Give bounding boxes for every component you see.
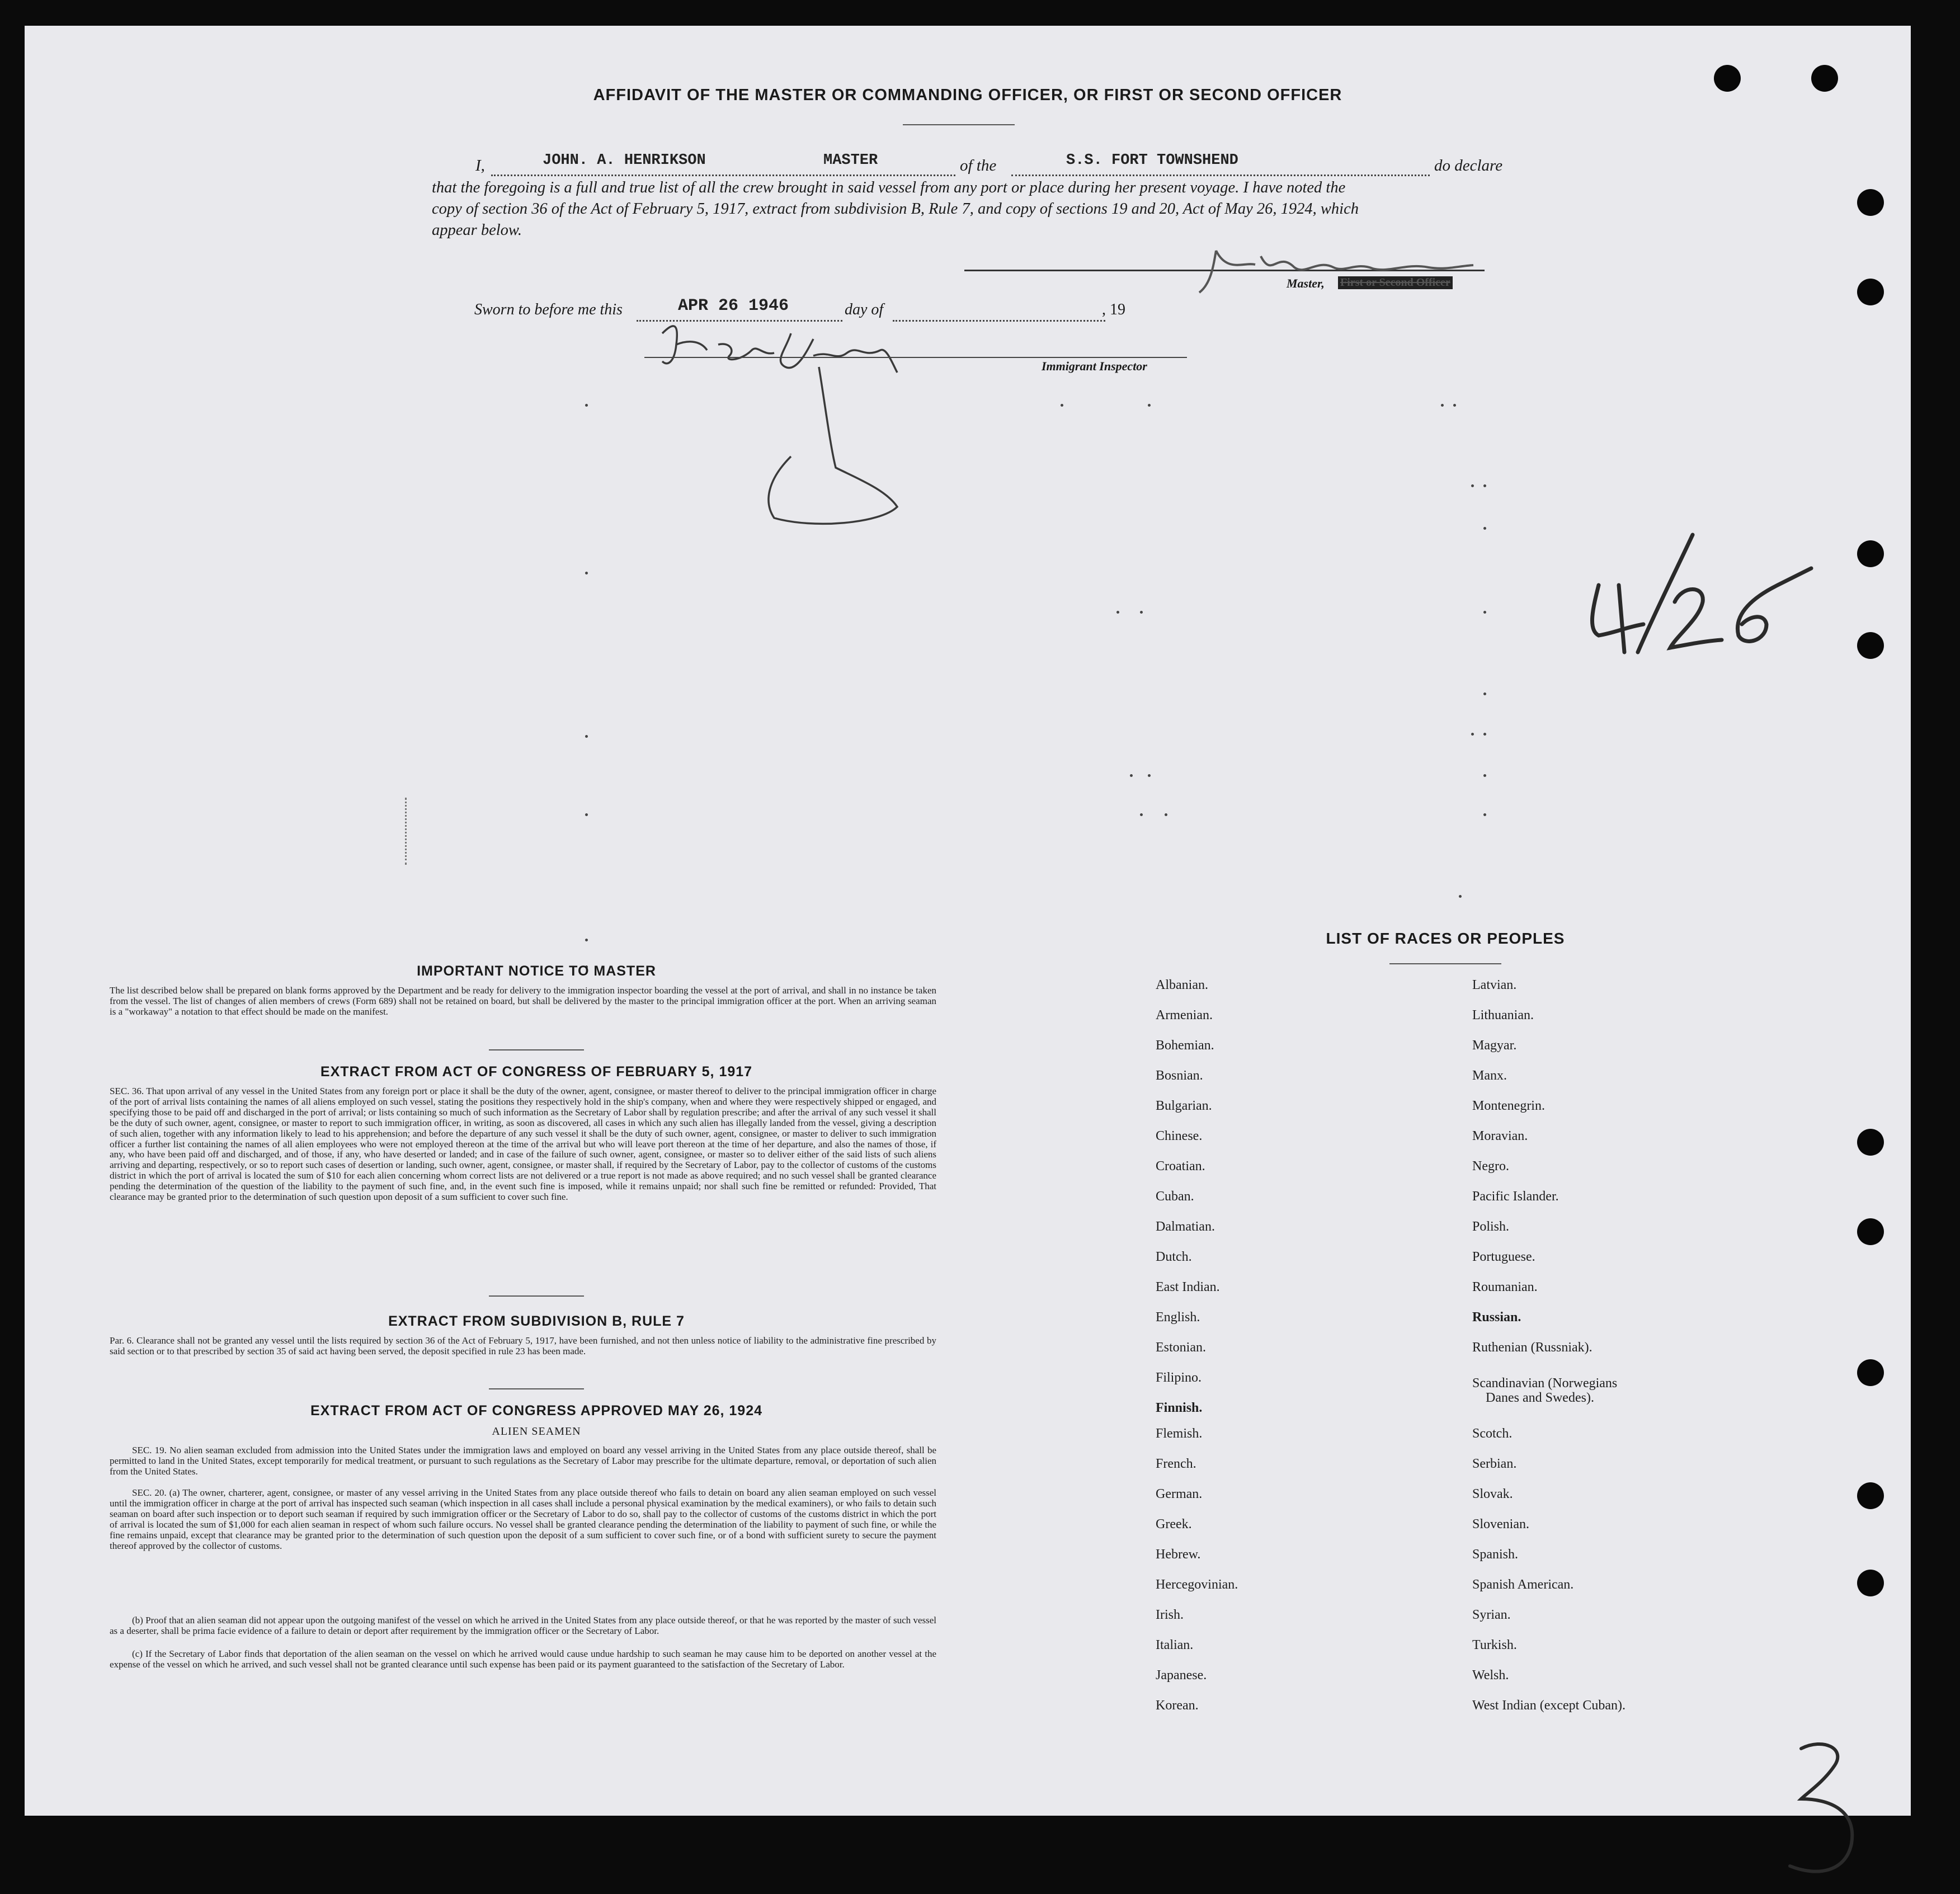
document-page bbox=[25, 26, 1911, 1816]
handwritten-date-note bbox=[1565, 501, 1822, 669]
race-item: Slovak. bbox=[1472, 1487, 1513, 1501]
faint-dot bbox=[1441, 404, 1444, 407]
title-rule bbox=[903, 124, 1015, 125]
race-item: Lithuanian. bbox=[1472, 1008, 1534, 1023]
race-item: Korean. bbox=[1156, 1698, 1199, 1713]
handwritten-page-number bbox=[1768, 1732, 1896, 1894]
section-rule bbox=[489, 1295, 584, 1297]
punch-hole bbox=[1811, 65, 1838, 92]
section-rule bbox=[489, 1049, 584, 1050]
faint-dot bbox=[585, 572, 588, 574]
faint-dot bbox=[1483, 813, 1486, 816]
extract-1917-title: EXTRACT FROM ACT OF CONGRESS OF FEBRUARY 5, 1917 bbox=[320, 1064, 753, 1080]
faint-dot bbox=[1116, 611, 1119, 614]
rule-7-title: EXTRACT FROM SUBDIVISION B, RULE 7 bbox=[388, 1313, 685, 1329]
race-item: Dalmatian. bbox=[1156, 1219, 1215, 1234]
race-item: Turkish. bbox=[1472, 1638, 1517, 1652]
sworn-label: Sworn to before me this bbox=[474, 301, 623, 318]
race-item: Hebrew. bbox=[1156, 1547, 1201, 1562]
race-item: Montenegrin. bbox=[1472, 1099, 1545, 1113]
faint-dot bbox=[585, 404, 588, 407]
race-item: Scotch. bbox=[1472, 1426, 1513, 1441]
inspector-fill-line bbox=[644, 356, 1187, 358]
declaration-line-2: that the foregoing is a full and true list of all the crew brought in said vessel from any port or place during her present voyage. I have noted the bbox=[432, 179, 1346, 196]
faint-dot bbox=[1130, 774, 1133, 777]
date-note-text: 4/26 bbox=[1565, 501, 1566, 502]
race-item: Japanese. bbox=[1156, 1668, 1207, 1683]
race-item: Portuguese. bbox=[1472, 1250, 1535, 1264]
master-rank: MASTER bbox=[823, 152, 878, 169]
faint-dot bbox=[1471, 484, 1474, 487]
faint-dot bbox=[1483, 611, 1486, 614]
faint-dot bbox=[585, 813, 588, 816]
punch-hole bbox=[1857, 1218, 1884, 1245]
notice-title: IMPORTANT NOTICE TO MASTER bbox=[417, 963, 656, 979]
race-item: Estonian. bbox=[1156, 1340, 1206, 1355]
race-item: Albanian. bbox=[1156, 978, 1208, 992]
race-item: Chinese. bbox=[1156, 1129, 1203, 1143]
year-label: , 19 bbox=[1102, 301, 1125, 318]
race-item: Roumanian. bbox=[1472, 1280, 1538, 1294]
sec-20c-text: (c) If the Secretary of Labor finds that deportation of the alien seaman on the vessel on which he arrived would cause undue hardship to such seaman he may cause him to be deported on another vessel at the expense of the vessel on which he arrived, and such vessel shall not be granted clearance until such expense has been paid or its payment guaranteed to the satisfaction of the Secretary of Labor. bbox=[110, 1648, 936, 1670]
race-item: Filipino. bbox=[1156, 1370, 1202, 1385]
vessel-fill-line bbox=[1011, 173, 1430, 176]
race-item: Cuban. bbox=[1156, 1189, 1194, 1204]
declaration-line-1 bbox=[25, 152, 1911, 177]
vessel-name: S.S. FORT TOWNSHEND bbox=[1066, 152, 1238, 169]
race-item: Scandinavian (Norwegians bbox=[1472, 1376, 1618, 1391]
sec-19-text: SEC. 19. No alien seaman excluded from admission into the United States under the immigration laws and employed on board any vessel arriving in the United States from any place outside thereof, shall be permitted to land in the United States, except temporarily for medical treatment, or pursuant to such regulations as the Secretary of Labor may prescribe for the ultimate departure, removal, or deportation of such alien from the United States. bbox=[110, 1445, 936, 1477]
day-of-label: day of bbox=[845, 301, 884, 318]
race-item: Dutch. bbox=[1156, 1250, 1192, 1264]
notice-text: The list described below shall be prepared on blank forms approved by the Department and be ready for delivery to the immigration inspector boarding the vessel at the port of arrival, and shall in no instance be taken from the vessel. The list of changes of alien members of crews (Form 689) shall not be retained on board, but shall be delivered by the master to the principal immigration officer at the port. When an arriving seaman is a "workaway" a notation to that effect should be made on the manifest. bbox=[110, 985, 936, 1017]
race-item: Spanish. bbox=[1472, 1547, 1519, 1562]
faint-dot bbox=[1471, 733, 1474, 736]
race-item: Latvian. bbox=[1472, 978, 1517, 992]
inspector-signature bbox=[646, 311, 936, 540]
race-item: Irish. bbox=[1156, 1608, 1184, 1622]
race-item: Hercegovinian. bbox=[1156, 1577, 1238, 1592]
master-caption: Master, bbox=[1287, 276, 1325, 290]
sec-20b-text: (b) Proof that an alien seaman did not appear upon the outgoing manifest of the vessel on which he arrived in the United States from any place outside thereof, or that he was reported by the master of such vessel as a deserter, shall be prima facie evidence of a failure to detain or deport after requirement by the immigration officer or the Secretary of Labor. bbox=[110, 1615, 936, 1636]
extract-1924-title: EXTRACT FROM ACT OF CONGRESS APPROVED MAY 26, 1924 bbox=[310, 1403, 763, 1419]
alien-seamen-subtitle: ALIEN SEAMEN bbox=[492, 1425, 581, 1438]
race-item: Welsh. bbox=[1472, 1668, 1509, 1683]
faint-dot bbox=[1483, 774, 1486, 777]
race-item: Bosnian. bbox=[1156, 1068, 1203, 1083]
race-item: Finnish. bbox=[1156, 1401, 1203, 1415]
race-item: Slovenian. bbox=[1472, 1517, 1529, 1532]
faint-dot bbox=[1483, 692, 1486, 695]
race-item: Croatian. bbox=[1156, 1159, 1205, 1174]
race-item: Danes and Swedes). bbox=[1486, 1391, 1594, 1405]
race-item: Bulgarian. bbox=[1156, 1099, 1212, 1113]
punch-hole bbox=[1857, 189, 1884, 216]
punch-hole bbox=[1857, 1570, 1884, 1596]
race-item: Negro. bbox=[1472, 1159, 1509, 1174]
margin-faint-marks bbox=[405, 798, 417, 865]
races-title: LIST OF RACES OR PEOPLES bbox=[1326, 930, 1565, 947]
race-item: English. bbox=[1156, 1310, 1200, 1325]
race-item: Magyar. bbox=[1472, 1038, 1517, 1053]
faint-dot bbox=[1061, 404, 1063, 407]
faint-dot bbox=[1148, 774, 1151, 777]
race-item: Armenian. bbox=[1156, 1008, 1213, 1023]
sec-20a-text: SEC. 20. (a) The owner, charterer, agent, consignee, or master of any vessel arriving in the United States from any place outside thereof who fails to detain on board any alien seaman employed on such vessel until the immigration officer in charge at the port of arrival has inspected such seaman (which inspection in all cases shall include a personal physical examination by the medical examiners), or who fails to detain such seaman on board after such inspection or to deport such seaman if required by such immigration officer or the Secretary of Labor to do so, shall pay to the collector of customs of the customs district in which the port of arrival is located the sum of $1,000 for each alien seaman in respect of whom such failure occurs. No vessel shall be granted clearance pending the determination of the liability to payment of such fine, or while the fine remains unpaid, except that clearance may be granted prior to the determination of such question upon the deposit of a sum sufficient to cover such fine, or of a bond with sufficient surety to secure the payment thereof approved by the collector of customs. bbox=[110, 1487, 936, 1551]
race-item: Spanish American. bbox=[1472, 1577, 1574, 1592]
punch-hole bbox=[1857, 1129, 1884, 1156]
race-item: Serbian. bbox=[1472, 1457, 1517, 1471]
faint-dot bbox=[1140, 611, 1143, 614]
punch-hole bbox=[1857, 1482, 1884, 1509]
race-item: Russian. bbox=[1472, 1310, 1521, 1325]
race-item: Pacific Islander. bbox=[1472, 1189, 1559, 1204]
race-item: Moravian. bbox=[1472, 1129, 1528, 1143]
declaration-line-3: copy of section 36 of the Act of February 5, 1917, extract from subdivision B, Rule 7, and copy of sections 19 and 20, Act of May 26, 1924, which bbox=[432, 200, 1359, 218]
master-signature bbox=[1194, 239, 1485, 301]
punch-hole bbox=[1857, 1359, 1884, 1386]
faint-dot bbox=[1459, 895, 1462, 898]
punch-hole bbox=[1857, 279, 1884, 305]
race-item: East Indian. bbox=[1156, 1280, 1220, 1294]
race-item: Italian. bbox=[1156, 1638, 1194, 1652]
race-item: Ruthenian (Russniak). bbox=[1472, 1340, 1593, 1355]
struck-officer-caption: First or Second Officer bbox=[1338, 276, 1453, 289]
section-rule bbox=[489, 1388, 584, 1389]
punch-hole bbox=[1857, 632, 1884, 659]
faint-dot bbox=[1148, 404, 1151, 407]
race-item: Flemish. bbox=[1156, 1426, 1203, 1441]
name-fill-line bbox=[491, 173, 955, 176]
extract-1917-text: SEC. 36. That upon arrival of any vessel in the United States from any foreign port or place it shall be the duty of the owner, agent, consignee, or master thereof to deliver to the principal immigration officer in charge of the port of arrival lists containing the names of all aliens employed on such vessel, stating the positions they respectively hold in the ship's company, when and where they were respectively shipped or engaged, and specifying those to be paid off and discharged in the port of arrival; or lists containing so much of such information as the Secretary of Labor shall by regulation prescribe; and after the arrival of any such vessel it shall be the duty of such owner, agent, consignee, or master to report to such immigration officer, in writing, as soon as discovered, all cases in which any such alien has illegally landed from the vessel, giving a description of such alien, together with any information likely to lead to his apprehension; and before the departure of any such vessel it shall be the duty of such owner, agent, consignee, or master to deliver to such immigration officer a further list containing the names of all alien employees who were not employed thereon at the time of the arrival but who will leave port thereon at the time of her departure, and also the names of those, if any, who have been paid off and discharged, and of those, if any, who have deserted or landed; and in case of the failure of such owner, agent, consignee, or master so to deliver either of the said lists of such aliens arriving and departing, respectively, or so to report such cases of desertion or landing, such owner, agent, consignee, or master shall, if required by the Secretary of Labor, pay to the collector of customs of the customs district in which the port of arrival is located the sum of $10 for each alien concerning whom correct lists are not delivered or a true report is not made as above required; and no such vessel shall be granted clearance pending the determination of the question of the liability to the payment of such fine, and, in the event such fine is imposed, while it remains unpaid; nor shall such fine be remitted or refunded: Provided, That clearance may be granted prior to the determination of such question upon deposit of a sum sufficient to cover such fine. bbox=[110, 1086, 936, 1203]
race-item: Bohemian. bbox=[1156, 1038, 1214, 1053]
race-item: Polish. bbox=[1472, 1219, 1510, 1234]
race-item: French. bbox=[1156, 1457, 1196, 1471]
races-title-rule bbox=[1389, 963, 1501, 964]
sworn-date-stamp: APR 26 1946 bbox=[678, 296, 789, 315]
of-the-label: of the bbox=[960, 157, 997, 175]
do-declare-label: do declare bbox=[1434, 157, 1503, 175]
faint-dot bbox=[1453, 404, 1456, 407]
faint-dot bbox=[1483, 733, 1486, 736]
i-label: I, bbox=[475, 157, 485, 175]
faint-dot bbox=[1165, 813, 1167, 816]
punch-hole bbox=[1857, 540, 1884, 567]
faint-dot bbox=[585, 735, 588, 738]
race-item: Manx. bbox=[1472, 1068, 1507, 1083]
race-item: West Indian (except Cuban). bbox=[1472, 1698, 1626, 1713]
punch-hole bbox=[1714, 65, 1741, 92]
race-item: German. bbox=[1156, 1487, 1203, 1501]
master-name: JOHN. A. HENRIKSON bbox=[543, 152, 706, 169]
inspector-caption: Immigrant Inspector bbox=[1042, 359, 1147, 373]
faint-dot bbox=[1483, 484, 1486, 487]
affidavit-title: AFFIDAVIT OF THE MASTER OR COMMANDING OFFICER, OR FIRST OR SECOND OFFICER bbox=[593, 86, 1342, 104]
faint-dot bbox=[1140, 813, 1143, 816]
rule-7-text: Par. 6. Clearance shall not be granted any vessel until the lists required by section 36 of the Act of February 5, 1917, have been furnished, and not then unless notice of liability to the administrative fine prescribed by said section or to that prescribed by section 35 of said act having been served, the deposit specified in rule 23 has been made. bbox=[110, 1335, 936, 1356]
faint-dot bbox=[1483, 527, 1486, 530]
race-item: Greek. bbox=[1156, 1517, 1192, 1532]
declaration-line-4: appear below. bbox=[432, 222, 522, 239]
faint-dot bbox=[585, 939, 588, 941]
race-item: Syrian. bbox=[1472, 1608, 1511, 1622]
